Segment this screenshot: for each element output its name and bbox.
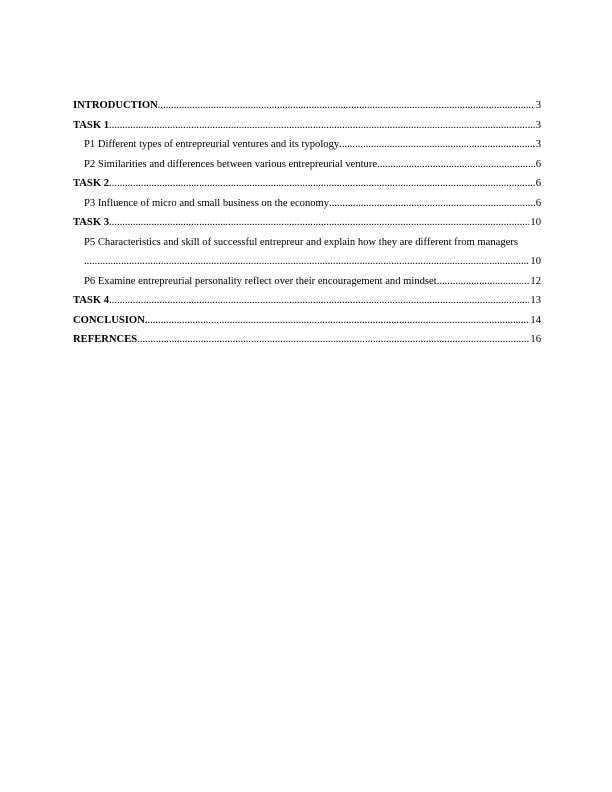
toc-entry-title: TASK 3 [73,217,110,228]
toc-entry-continuation [84,255,541,268]
toc-entry-conclusion[interactable] [73,314,541,334]
toc-entry-introduction[interactable] [73,99,541,119]
toc-entry-title: REFERNCES [73,334,138,345]
toc-entry-page: 3 [535,100,541,111]
toc-entry-page: 6 [535,197,541,209]
toc-entry-page: 10 [530,217,541,228]
toc-leader-dots [109,216,529,229]
toc-entry-title: P3 Influence of micro and small business on the economy [84,197,330,209]
toc-entry-page: 3 [535,119,541,131]
toc-entry-page: 14 [530,314,541,326]
toc-entry-title: CONCLUSION [73,314,145,326]
toc-entry-task-3[interactable] [73,216,541,236]
toc-entry-page: 6 [535,158,541,170]
toc-entry-page: 12 [530,275,541,287]
toc-entry-page: 16 [530,334,541,345]
toc-entry-p2[interactable] [73,158,541,178]
toc-entry-title: TASK 1 [73,119,110,131]
toc-entry-p5[interactable] [73,236,541,275]
table-of-contents [73,99,541,353]
toc-entry-references[interactable] [73,333,541,353]
toc-entry-title: TASK 4 [73,295,110,306]
toc-entry-page: 13 [530,295,541,306]
toc-leader-dots [439,275,529,288]
toc-entry-title: P6 Examine entrepreurial personality reflect over their encouragement and mindset. [84,275,440,287]
toc-entry-title: TASK 2 [73,178,110,189]
toc-leader-dots [329,197,535,210]
toc-entry-page: 6 [535,178,541,189]
toc-entry-page: 10 [530,256,541,267]
toc-entry-page: 3 [535,139,541,150]
toc-entry-p1[interactable] [73,138,541,158]
toc-leader-dots [137,333,529,346]
toc-entry-title: P1 Different types of entrepreurial ventures and its typology [84,139,340,150]
toc-leader-dots [109,294,529,307]
toc-leader-dots [145,314,530,327]
toc-entry-task-2[interactable] [73,177,541,197]
toc-leader-dots [84,255,529,268]
toc-entry-p6[interactable] [73,275,541,295]
toc-entry-task-4[interactable] [73,294,541,314]
toc-entry-title: P2 Similarities and differences between various entrepreurial venture [84,158,378,170]
toc-leader-dots [377,158,535,171]
toc-leader-dots [109,119,535,132]
toc-entry-title: P5 Characteristics and skill of successful entrepreur and explain how they are different from managers [84,236,518,248]
toc-leader-dots [109,177,535,190]
toc-entry-title: INTRODUCTION [73,100,158,111]
toc-leader-dots [158,99,535,112]
toc-entry-p3[interactable] [73,197,541,217]
toc-entry-task-1[interactable] [73,119,541,139]
toc-leader-dots [339,138,535,151]
